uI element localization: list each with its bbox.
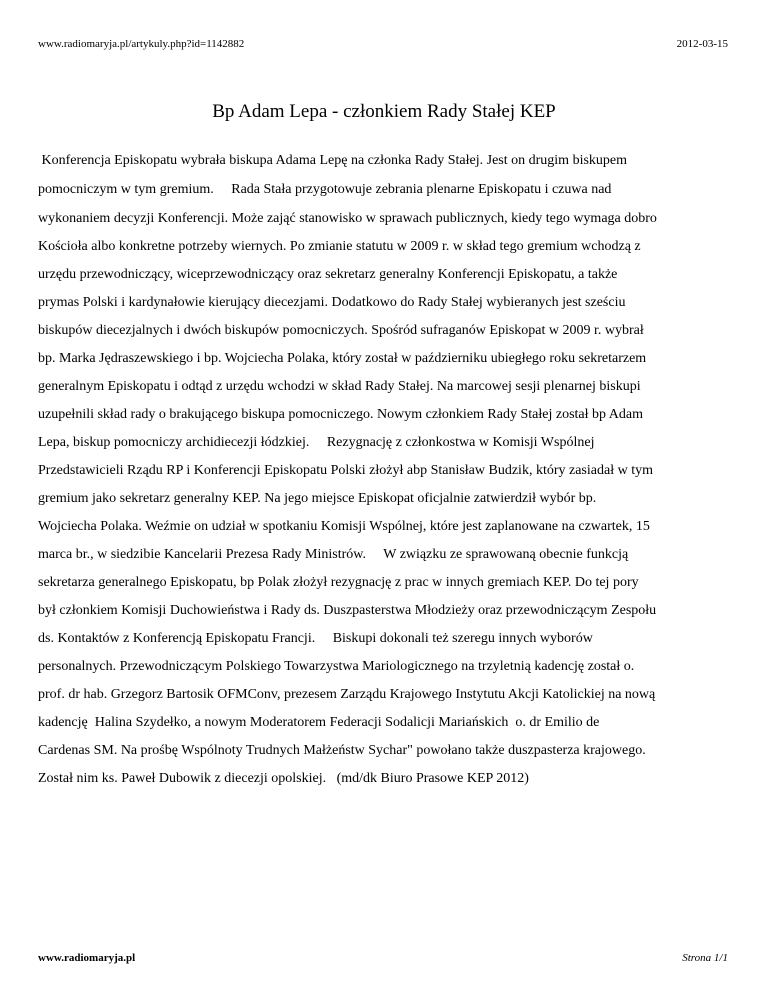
body-line: bp. Marka Jędraszewskiego i bp. Wojciecha Polaka, który został w październiku ubiegłego roku sekretarzem: [38, 351, 647, 366]
article-title: Bp Adam Lepa - członkiem Rady Stałej KEP: [212, 101, 556, 122]
body-line: kadencję Halina Szydełko, a nowym Moderatorem Federacji Sodalicji Mariańskich o. dr Emilio de: [38, 715, 600, 730]
body-line: wykonaniem decyzji Konferencji. Może zająć stanowisko w sprawach publicznych, kiedy tego wymaga dobro: [38, 211, 657, 226]
body-line: marca br., w siedzibie Kancelarii Prezesa Rady Ministrów. W związku ze sprawowaną obecnie funkcją: [38, 547, 629, 562]
header-url: www.radiomaryja.pl/artykuly.php?id=1142882: [38, 38, 245, 50]
body-line: sekretarza generalnego Episkopatu, bp Polak złożył rezygnację z prac w innych gremiach KEP. Do tej pory: [38, 575, 639, 590]
body-line: uzupełnili skład rady o brakującego biskupa pomocniczego. Nowym członkiem Rady Stałej został bp Adam: [38, 407, 643, 422]
body-line: Został nim ks. Paweł Dubowik z diecezji opolskiej. (md/dk Biuro Prasowe KEP 2012): [38, 771, 529, 786]
body-line: był członkiem Komisji Duchowieństwa i Rady ds. Duszpasterstwa Młodzieży oraz przewodniczącym Zespołu: [38, 603, 657, 618]
body-line: Przedstawicieli Rządu RP i Konferencji Episkopatu Polski złożył abp Stanisław Budzik, który zasiadał w tym: [38, 463, 653, 478]
header-date: 2012-03-15: [676, 38, 728, 50]
footer-site: www.radiomaryja.pl: [38, 952, 136, 964]
body-line: pomocniczym w tym gremium. Rada Stała przygotowuje zebrania plenarne Episkopatu i czuwa nad: [38, 182, 612, 197]
body-line: generalnym Episkopatu i odtąd z urzędu wchodzi w skład Rady Stałej. Na marcowej sesji plenarnej biskupi: [38, 379, 641, 394]
body-line: prof. dr hab. Grzegorz Bartosik OFMConv, prezesem Zarządu Krajowego Instytutu Akcji Katolickiej na nową: [38, 687, 656, 702]
body-line: biskupów diecezjalnych i dwóch biskupów pomocniczych. Spośród sufraganów Episkopat w 2009 r. wybrał: [38, 323, 644, 338]
body-line: urzędu przewodniczący, wiceprzewodniczący oraz sekretarz generalny Konferencji Episkopatu, a także: [38, 267, 618, 282]
body-line: Kościoła albo konkretne potrzeby wiernych. Po zmianie statutu w 2009 r. w skład tego gremium wchodzą z: [38, 239, 641, 254]
body-line: Lepa, biskup pomocniczy archidiecezji łódzkiej. Rezygnację z członkostwa w Komisji Wspólnej: [38, 435, 595, 450]
body-line: gremium jako sekretarz generalny KEP. Na jego miejsce Episkopat oficjalnie zatwierdził wybór bp.: [38, 491, 597, 506]
body-line: personalnych. Przewodniczącym Polskiego Towarzystwa Mariologicznego na trzyletnią kadencję został o.: [38, 659, 635, 674]
footer-page-number: Strona 1/1: [682, 952, 728, 964]
body-line: Konferencja Episkopatu wybrała biskupa Adama Lepę na członka Rady Stałej. Jest on drugim biskupem: [38, 153, 628, 168]
body-line: Cardenas SM. Na prośbę Wspólnoty Trudnych Małżeństw Sychar" powołano także duszpasterza krajowego.: [38, 743, 646, 758]
body-line: ds. Kontaktów z Konferencją Episkopatu Francji. Biskupi dokonali też szeregu innych wyborów: [38, 631, 593, 646]
body-line: Wojciecha Polaka. Weźmie on udział w spotkaniu Komisji Wspólnej, które jest zaplanowane na czwartek, 15: [38, 519, 650, 534]
body-line: prymas Polski i kardynałowie kierujący diecezjami. Dodatkowo do Rady Stałej wybieranych jest sześciu: [38, 295, 626, 310]
